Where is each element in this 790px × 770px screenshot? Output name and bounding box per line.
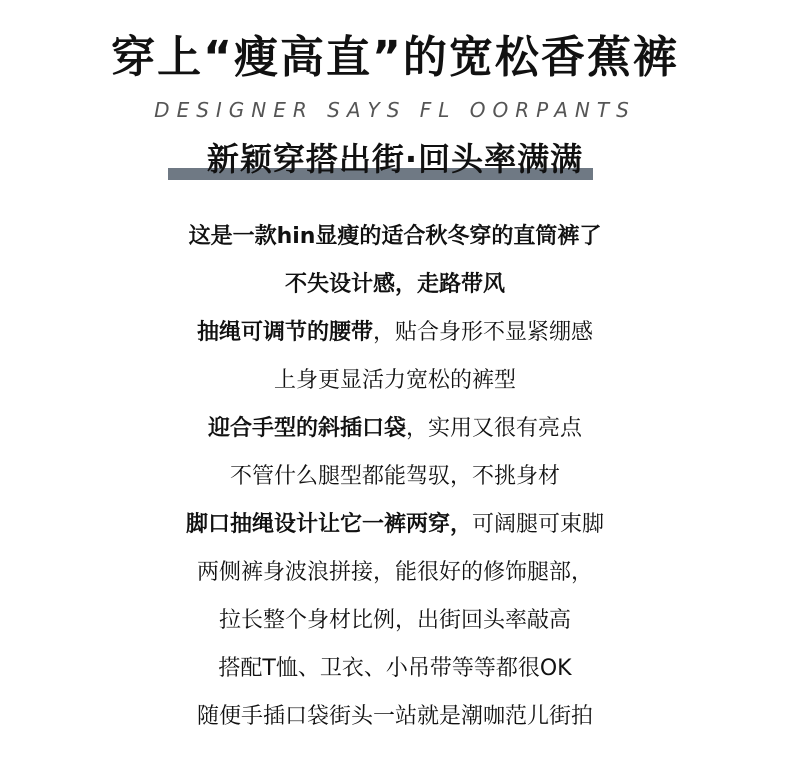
line-normal-text: ，实用又很有亮点 (406, 416, 583, 441)
page-title: 穿上“瘦高直”的宽松香蕉裤 (111, 32, 679, 83)
line-normal-text: ，贴合身形不显紧绷感 (373, 320, 594, 345)
description-line-3 (0, 318, 790, 348)
description-line-11 (0, 702, 790, 732)
description-line-2 (0, 270, 790, 300)
description-line-8 (0, 558, 790, 588)
line-normal-text: 两侧裤身波浪拼接，能很好的修饰腿部， (196, 560, 593, 585)
english-subtitle: DESIGNER SAYS FL OORPANTS (154, 98, 636, 122)
line-bold-text: 迎合手型的斜插口袋 (207, 416, 406, 441)
line-normal-text: 随便手插口袋街头一站就是潮咖范儿街拍 (196, 704, 593, 729)
line-bold-text: 不失设计感，走路带风 (284, 272, 505, 297)
tagline: 新颖穿搭出街·回头率满满 (206, 140, 584, 178)
line-bold-text: 脚口抽绳设计让它一裤两穿， (185, 512, 472, 537)
line-normal-text: 上身更显活力宽松的裤型 (273, 368, 516, 393)
line-normal-text: 搭配T恤、卫衣、小吊带等等都很OK (218, 656, 572, 681)
description-line-5 (0, 414, 790, 444)
description-line-10 (0, 654, 790, 684)
line-bold-text: 这是一款hin显瘦的适合秋冬穿的直筒裤了 (188, 224, 602, 249)
description-line-7 (0, 510, 790, 540)
line-bold-text: 抽绳可调节的腰带 (196, 320, 373, 345)
line-normal-text: 拉长整个身材比例，出街回头率敲高 (218, 608, 571, 633)
line-normal-text: 可阔腿可束脚 (472, 512, 605, 537)
description-line-6 (0, 462, 790, 492)
line-normal-text: 不管什么腿型都能驾驭，不挑身材 (229, 464, 560, 489)
description-line-1 (0, 222, 790, 252)
description-line-4 (0, 366, 790, 396)
description-line-9 (0, 606, 790, 636)
